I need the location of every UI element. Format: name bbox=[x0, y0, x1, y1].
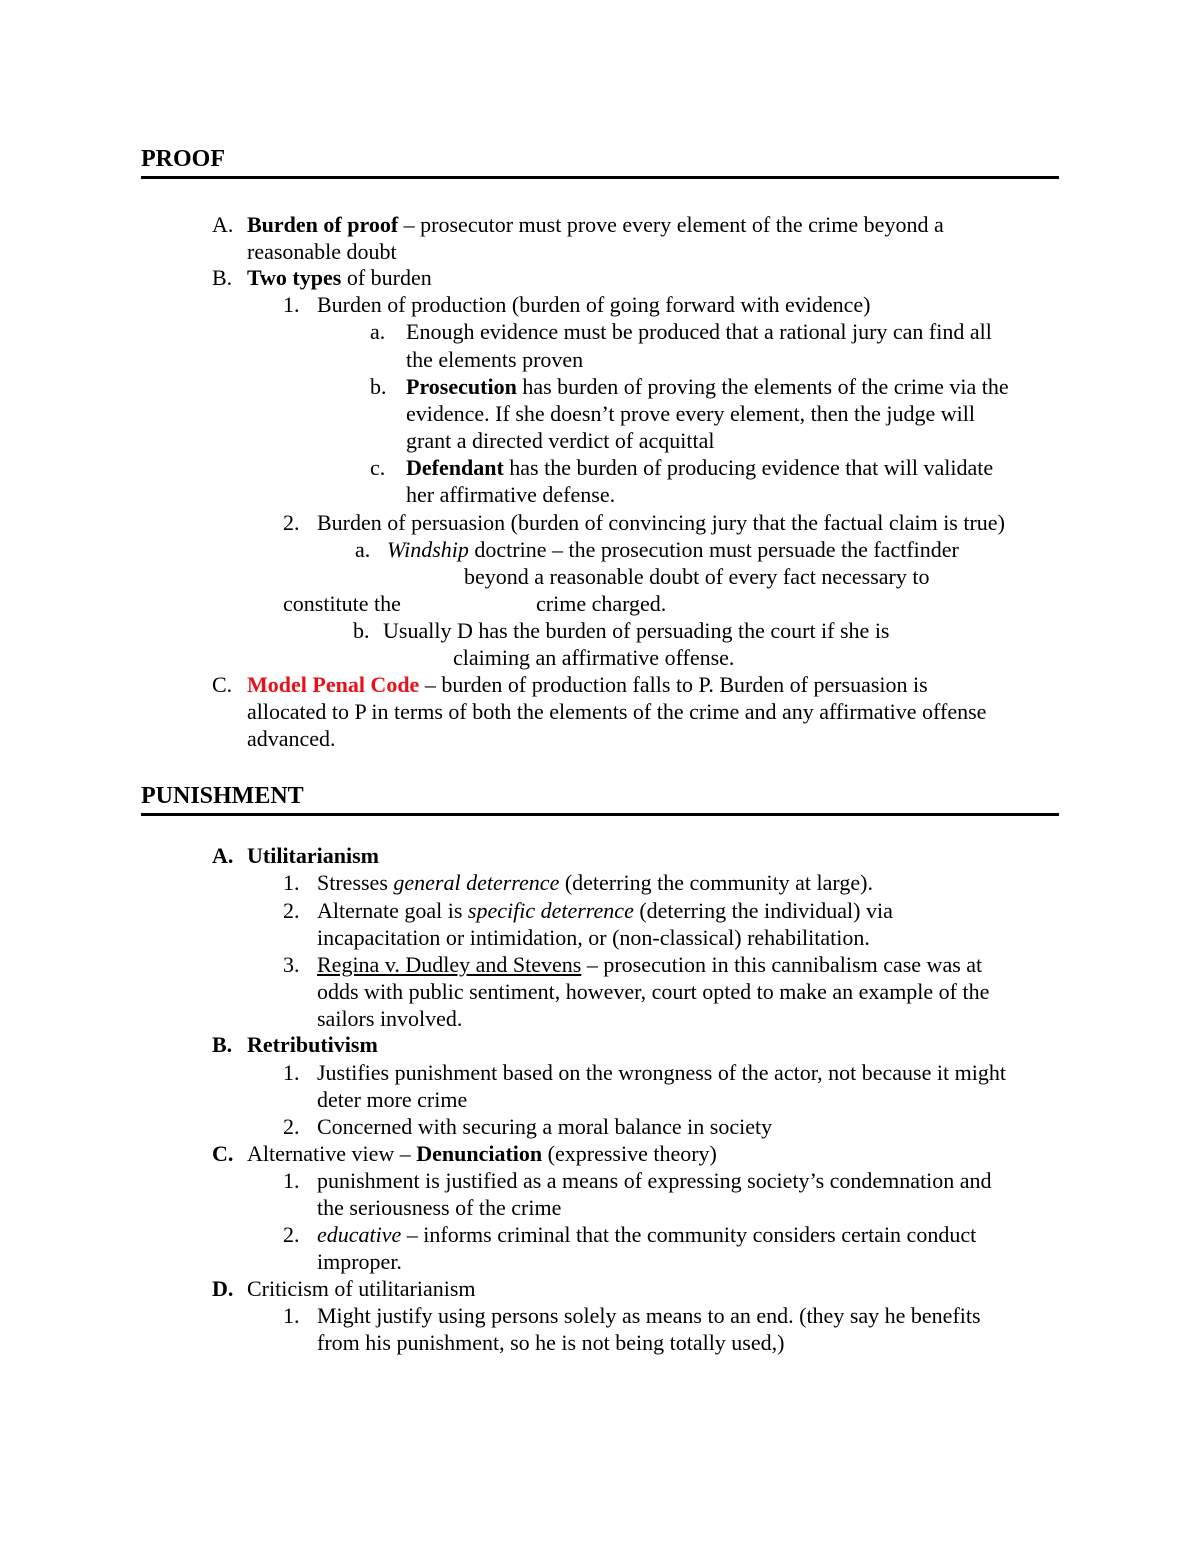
text-line: the seriousness of the crime bbox=[317, 1195, 562, 1220]
list-marker: B. bbox=[212, 1032, 233, 1057]
text: doctrine – the prosecution must persuade the factfinder bbox=[468, 537, 959, 562]
term: Burden of proof bbox=[247, 212, 399, 237]
list-item-denunciation bbox=[247, 1140, 717, 1167]
list-marker: 2. bbox=[283, 1222, 300, 1247]
term: Two types bbox=[247, 265, 342, 290]
term: general deterrence bbox=[393, 870, 560, 895]
text-line: sailors involved. bbox=[317, 1006, 463, 1031]
text: Alternative view – bbox=[247, 1141, 417, 1166]
text: (deterring the community at large). bbox=[559, 870, 873, 895]
text-line: constitute the bbox=[283, 591, 401, 616]
text-line: advanced. bbox=[247, 726, 336, 751]
text-line: claiming an affirmative offense. bbox=[453, 645, 735, 670]
list-marker: A. bbox=[212, 212, 234, 237]
text: has the burden of producing evidence that will validate bbox=[503, 455, 994, 480]
text: – informs criminal that the community considers certain conduct bbox=[401, 1222, 977, 1247]
text-line: allocated to P in terms of both the elements of the crime and any affirmative offense bbox=[247, 699, 987, 724]
term: specific deterrence bbox=[467, 898, 634, 923]
text: Alternate goal is bbox=[317, 898, 468, 923]
text-line: odds with public sentiment, however, court opted to make an example of the bbox=[317, 979, 990, 1004]
text-line: beyond a reasonable doubt of every fact necessary to bbox=[464, 564, 930, 589]
text: Stresses bbox=[317, 870, 394, 895]
list-item-burden-of-proof bbox=[247, 211, 944, 238]
list-marker: 1. bbox=[283, 870, 300, 895]
list-marker: C. bbox=[212, 672, 233, 697]
list-item-burden-of-production: Burden of production (burden of going forward with evidence) bbox=[317, 292, 871, 317]
section-heading-punishment: PUNISHMENT bbox=[141, 783, 1059, 816]
text: (expressive theory) bbox=[542, 1141, 717, 1166]
list-marker: 1. bbox=[283, 1168, 300, 1193]
list-marker: 2. bbox=[283, 898, 300, 923]
list-marker: 3. bbox=[283, 952, 300, 977]
text-line: from his punishment, so he is not being totally used,) bbox=[317, 1330, 785, 1355]
list-item-prosecution bbox=[406, 373, 1009, 400]
list-marker: b. bbox=[370, 374, 387, 399]
term: educative bbox=[317, 1222, 402, 1247]
term: Windship bbox=[387, 537, 469, 562]
list-item-retributivism: Retributivism bbox=[247, 1032, 378, 1057]
text: – burden of production falls to P. Burden of persuasion is bbox=[419, 672, 928, 697]
list-item-moral-balance: Concerned with securing a moral balance in society bbox=[317, 1114, 773, 1139]
list-item-criticism: Criticism of utilitarianism bbox=[247, 1276, 476, 1301]
text: (deterring the individual) via bbox=[633, 898, 893, 923]
list-item-educative bbox=[317, 1221, 976, 1248]
text-line: reasonable doubt bbox=[247, 239, 397, 264]
list-marker: 2. bbox=[283, 1114, 300, 1139]
section-heading-proof: PROOF bbox=[141, 146, 1059, 179]
list-item-windship bbox=[387, 536, 959, 563]
list-marker: B. bbox=[212, 265, 233, 290]
text: has burden of proving the elements of the crime via the bbox=[516, 374, 1009, 399]
list-marker: 1. bbox=[283, 1303, 300, 1328]
list-marker: 2. bbox=[283, 510, 300, 535]
list-marker: A. bbox=[212, 843, 234, 868]
list-item-general-deterrence bbox=[317, 869, 873, 896]
term-highlight: Model Penal Code bbox=[247, 672, 420, 697]
text: – prosecution in this cannibalism case was at bbox=[581, 952, 983, 977]
text: of burden bbox=[341, 265, 432, 290]
list-item-regina-case bbox=[317, 951, 982, 978]
text-line: grant a directed verdict of acquittal bbox=[406, 428, 715, 453]
term: Denunciation bbox=[416, 1141, 543, 1166]
text-line: her affirmative defense. bbox=[406, 482, 616, 507]
text-line: the elements proven bbox=[406, 347, 584, 372]
text: – prosecutor must prove every element of the crime beyond a bbox=[398, 212, 944, 237]
term: Prosecution bbox=[406, 374, 517, 399]
list-item-justifies-punishment: Justifies punishment based on the wrongness of the actor, not because it might bbox=[317, 1060, 1006, 1085]
list-item-burden-of-persuasion: Burden of persuasion (burden of convincing jury that the factual claim is true) bbox=[317, 510, 1005, 535]
list-item-usually-d: Usually D has the burden of persuading the court if she is bbox=[383, 618, 890, 643]
text-line: incapacitation or intimidation, or (non-classical) rehabilitation. bbox=[317, 925, 870, 950]
list-item-utilitarianism: Utilitarianism bbox=[247, 843, 379, 868]
list-item-defendant bbox=[406, 454, 993, 481]
list-marker: c. bbox=[370, 455, 386, 480]
list-item-model-penal-code bbox=[247, 671, 928, 698]
text-line: improper. bbox=[317, 1249, 402, 1274]
list-marker: 1. bbox=[283, 292, 300, 317]
text-line: crime charged. bbox=[536, 591, 667, 616]
list-marker: 1. bbox=[283, 1060, 300, 1085]
list-marker: a. bbox=[370, 319, 386, 344]
term: Defendant bbox=[406, 455, 504, 480]
list-marker: D. bbox=[212, 1276, 234, 1301]
list-item-specific-deterrence bbox=[317, 897, 893, 924]
case-name: Regina v. Dudley and Stevens bbox=[317, 952, 582, 977]
list-item-enough-evidence: Enough evidence must be produced that a rational jury can find all bbox=[406, 319, 992, 344]
list-marker: C. bbox=[212, 1141, 234, 1166]
list-item-two-types bbox=[247, 264, 432, 291]
list-marker: b. bbox=[353, 618, 370, 643]
text-line: evidence. If she doesn’t prove every element, then the judge will bbox=[406, 401, 975, 426]
list-marker: a. bbox=[355, 537, 371, 562]
list-item-condemnation: punishment is justified as a means of expressing society’s condemnation and bbox=[317, 1168, 992, 1193]
text-line: deter more crime bbox=[317, 1087, 468, 1112]
list-item-means-to-end: Might justify using persons solely as means to an end. (they say he benefits bbox=[317, 1303, 981, 1328]
